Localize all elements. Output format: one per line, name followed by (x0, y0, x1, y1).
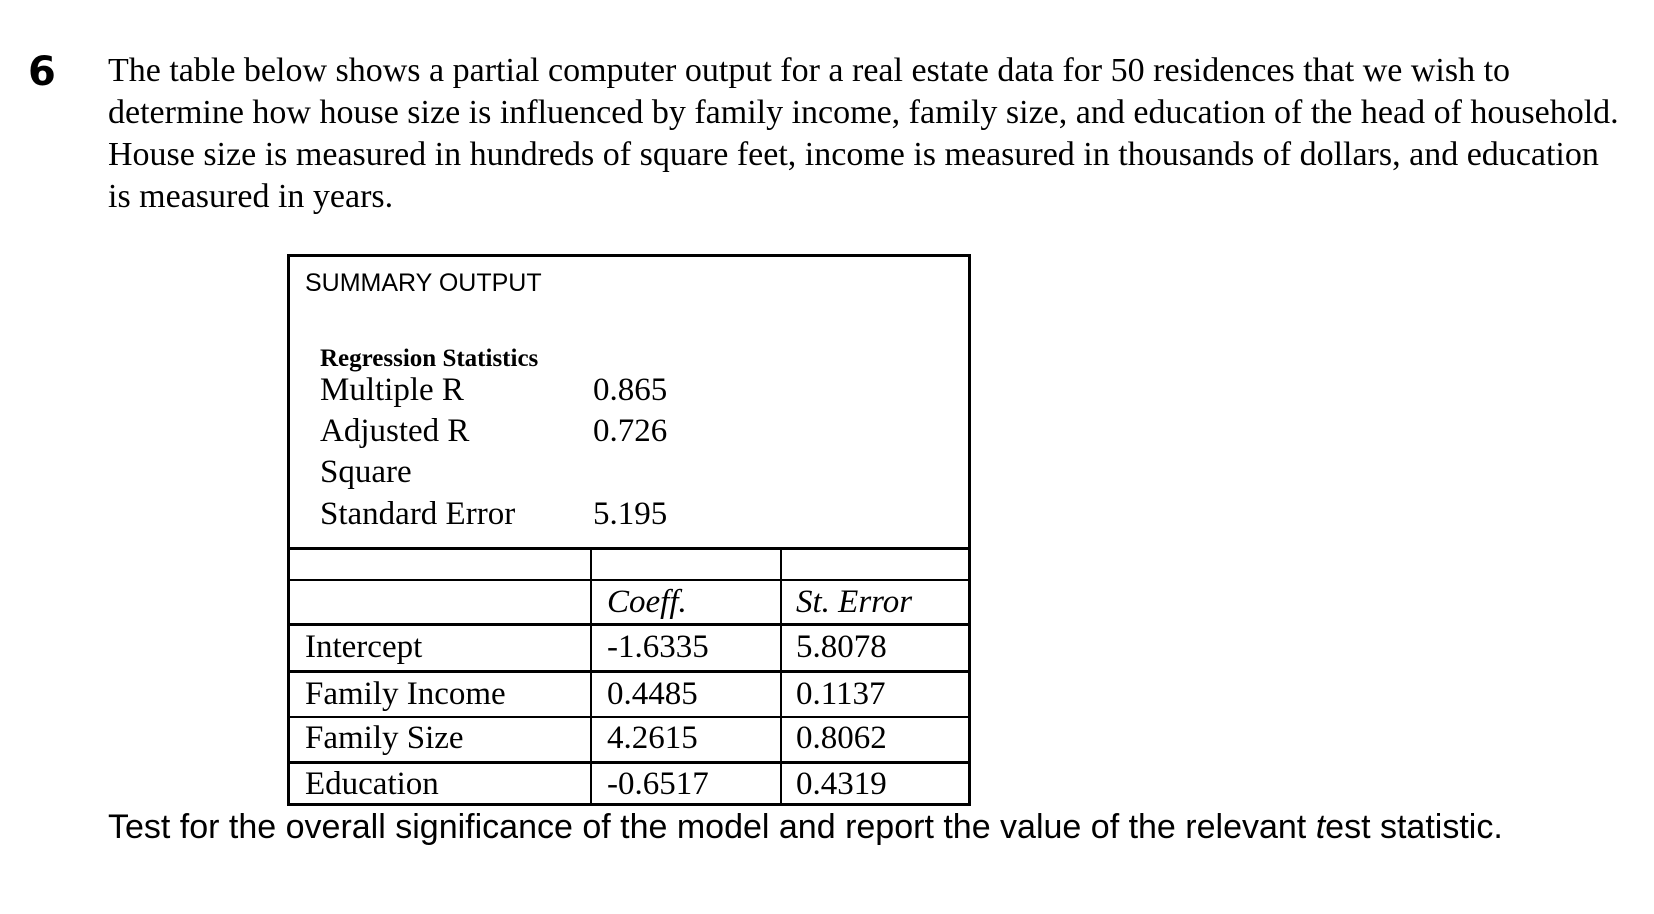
row-label-intercept: Intercept (305, 629, 423, 665)
problem-text: The table below shows a partial computer output for a real estate data for 50 residences that we wish to determine how house size is influenced by family income, family size, and education of the head of household. House size is measured in hundreds of square feet, income is measured in thousands of dollars, and education is measured in years. (108, 52, 1619, 215)
question-number: 6 (28, 49, 56, 95)
summary-output-table (287, 254, 971, 806)
se-cell: 0.4319 (796, 766, 887, 802)
header-cell-coeff: Coeff. (607, 584, 687, 620)
row-label-family-income: Family Income (305, 676, 506, 712)
stat-value: 0.865 (593, 372, 668, 408)
question-text-end: est statistic. (1325, 808, 1503, 846)
header-cell-st-error: St. Error (796, 584, 913, 620)
coeff-cell: -1.6335 (607, 629, 709, 665)
coeff-cell: 0.4485 (607, 676, 698, 712)
table-column-rule (780, 547, 782, 806)
row-label-education: Education (305, 766, 439, 802)
stat-label: Multiple R (320, 372, 464, 408)
regression-statistics-heading: Regression Statistics (320, 345, 539, 372)
stat-label: Standard Error (320, 496, 516, 532)
se-cell: 0.1137 (796, 676, 886, 712)
stat-value: 5.195 (593, 496, 668, 532)
summary-output-title: SUMMARY OUTPUT (305, 269, 542, 297)
stat-label: Adjusted R (320, 413, 470, 449)
coeff-cell: 4.2615 (607, 720, 698, 756)
question-text-italic-letter: t (1315, 808, 1326, 846)
se-cell: 0.8062 (796, 720, 887, 756)
problem-statement (108, 50, 1628, 218)
coeff-cell: -0.6517 (607, 766, 709, 802)
se-cell: 5.8078 (796, 629, 887, 665)
question-text (108, 806, 1503, 848)
table-column-rule (590, 547, 592, 806)
stat-label: Square (320, 454, 412, 490)
row-label-family-size: Family Size (305, 720, 464, 756)
question-text-start: Test for the overall significance of the model and report the value of the relevant (108, 808, 1316, 846)
table-rule (290, 547, 968, 550)
stat-value: 0.726 (593, 413, 668, 449)
